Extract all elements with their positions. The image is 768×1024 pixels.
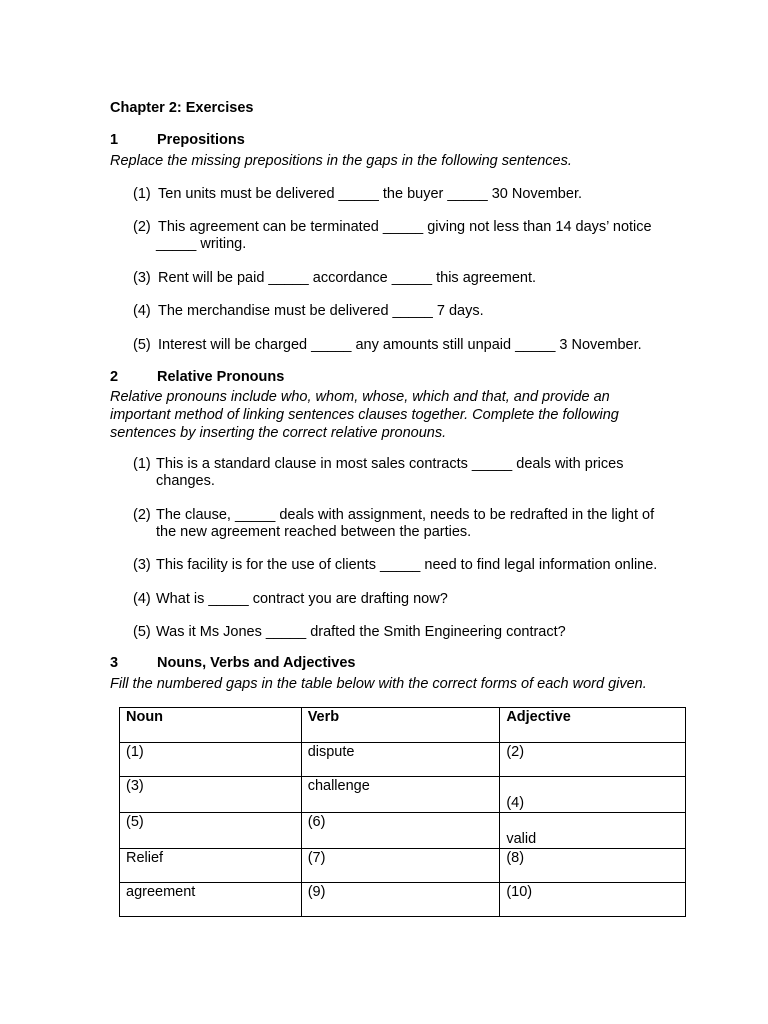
item-text: The clause, _____ deals with assignment, needs to be redrafted in the light of bbox=[156, 507, 655, 523]
item-text: The merchandise must be delivered _____ 7 days. bbox=[158, 303, 484, 319]
cell-text: (9) bbox=[307, 884, 326, 900]
section-1-instruction: Replace the missing prepositions in the gaps in the following sentences. bbox=[110, 153, 572, 169]
cell-text: Relief bbox=[126, 850, 164, 866]
table-cell bbox=[301, 813, 500, 849]
table-row bbox=[120, 883, 686, 917]
table-cell bbox=[120, 777, 302, 813]
table-cell bbox=[500, 849, 686, 883]
cell-text: (5) bbox=[126, 814, 144, 830]
table-cell bbox=[500, 883, 686, 917]
section-2-instruction: Relative pronouns include who, whom, whose, which and that, and provide an important method of linking sentences clauses together. Complete the following sentences by inserting the correct relative pronouns. bbox=[110, 389, 619, 441]
cell-text: agreement bbox=[126, 884, 196, 900]
item-text-continued: changes. bbox=[156, 473, 215, 489]
cell-text: (3) bbox=[126, 778, 144, 794]
table-cell bbox=[301, 743, 500, 777]
cell-text: challenge bbox=[307, 778, 370, 794]
item-text: Was it Ms Jones _____ drafted the Smith Engineering contract? bbox=[156, 624, 566, 640]
cell-text: (7) bbox=[307, 850, 326, 866]
item-text: Rent will be paid _____ accordance _____ this agreement. bbox=[158, 270, 537, 286]
section-1-number: 1 bbox=[110, 132, 119, 148]
section-3-title: Nouns, Verbs and Adjectives bbox=[157, 655, 356, 671]
s2-item-3 bbox=[133, 557, 657, 574]
s1-item-3 bbox=[133, 270, 536, 287]
item-number: (3) bbox=[133, 557, 151, 573]
item-number: (1) bbox=[133, 186, 151, 202]
item-text: This is a standard clause in most sales contracts _____ deals with prices bbox=[156, 456, 624, 472]
table-cell bbox=[500, 813, 686, 849]
item-text: Ten units must be delivered _____ the buyer _____ 30 November. bbox=[158, 186, 582, 202]
header-adjective: Adjective bbox=[500, 708, 686, 743]
table-cell bbox=[120, 883, 302, 917]
table-cell bbox=[500, 743, 686, 777]
s1-item-2 bbox=[133, 219, 703, 253]
table-cell bbox=[301, 849, 500, 883]
cell-text: (2) bbox=[506, 744, 525, 760]
table-cell bbox=[301, 777, 500, 813]
table-cell bbox=[301, 883, 500, 917]
table-row bbox=[120, 777, 686, 813]
header-noun: Noun bbox=[120, 708, 302, 743]
section-2-title: Relative Pronouns bbox=[157, 369, 285, 385]
s1-item-1 bbox=[133, 186, 582, 203]
section-2-number: 2 bbox=[110, 369, 119, 385]
item-text: Interest will be charged _____ any amounts still unpaid _____ 3 November. bbox=[158, 337, 642, 353]
chapter-title: Chapter 2: Exercises bbox=[110, 100, 254, 116]
cell-text: (4) bbox=[506, 795, 525, 811]
cell-text: (10) bbox=[506, 884, 533, 900]
cell-text: (1) bbox=[126, 744, 144, 760]
item-number: (2) bbox=[133, 507, 151, 523]
s2-item-1 bbox=[133, 456, 703, 490]
word-forms-table bbox=[119, 707, 686, 917]
s2-item-5 bbox=[133, 624, 566, 641]
item-number: (4) bbox=[133, 303, 151, 319]
table-cell bbox=[120, 813, 302, 849]
section-1-title: Prepositions bbox=[157, 132, 245, 148]
cell-text: (8) bbox=[506, 850, 525, 866]
table-row bbox=[120, 743, 686, 777]
header-verb: Verb bbox=[301, 708, 500, 743]
s1-item-5 bbox=[133, 337, 642, 354]
section-3-instruction: Fill the numbered gaps in the table below with the correct forms of each word given. bbox=[110, 676, 647, 692]
item-text: This agreement can be terminated _____ giving not less than 14 days’ notice bbox=[158, 219, 652, 235]
cell-text: dispute bbox=[307, 744, 355, 760]
table-cell bbox=[120, 743, 302, 777]
table-row bbox=[120, 813, 686, 849]
table-row bbox=[120, 849, 686, 883]
item-text-continued: _____ writing. bbox=[156, 236, 247, 252]
cell-text: (6) bbox=[307, 814, 326, 830]
item-text-continued: the new agreement reached between the parties. bbox=[156, 524, 472, 540]
s2-item-2 bbox=[133, 507, 703, 541]
section-3-number: 3 bbox=[110, 655, 119, 671]
table-cell bbox=[500, 777, 686, 813]
item-number: (5) bbox=[133, 337, 151, 353]
item-number: (4) bbox=[133, 591, 151, 607]
table-cell bbox=[120, 849, 302, 883]
s2-item-4 bbox=[133, 591, 448, 608]
item-number: (5) bbox=[133, 624, 151, 640]
item-number: (1) bbox=[133, 456, 151, 472]
item-text: What is _____ contract you are drafting now? bbox=[156, 591, 448, 607]
cell-text: valid bbox=[506, 831, 537, 847]
item-number: (2) bbox=[133, 219, 151, 235]
s1-item-4 bbox=[133, 303, 484, 320]
item-text: This facility is for the use of clients _____ need to find legal information online. bbox=[156, 557, 658, 573]
item-number: (3) bbox=[133, 270, 151, 286]
table-header-row bbox=[120, 708, 686, 743]
